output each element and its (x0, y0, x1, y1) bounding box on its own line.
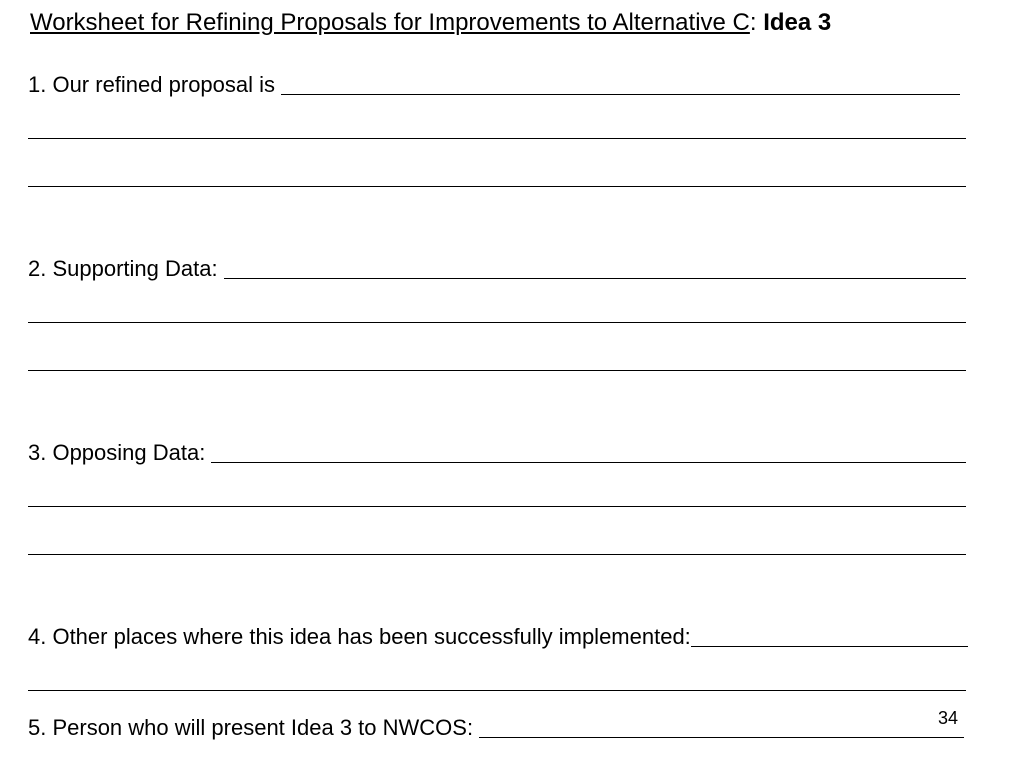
answer-1-line-1[interactable] (281, 94, 960, 95)
answer-3-line-2[interactable] (28, 506, 966, 507)
answer-4-line-1[interactable] (691, 646, 968, 647)
answer-3-row-2 (28, 482, 966, 510)
answer-1-line-3[interactable] (28, 186, 966, 187)
title-separator: : (749, 9, 764, 36)
answer-3-line-3[interactable] (28, 554, 966, 555)
question-1-row (28, 70, 966, 98)
answer-2-row-2 (28, 298, 966, 326)
answer-4-row-2 (28, 666, 966, 694)
answer-2-line-3[interactable] (28, 370, 966, 371)
page-title (30, 8, 990, 38)
question-5-label: 5. Person who will present Idea 3 to NWCOS: (28, 715, 474, 740)
question-3-label: 3. Opposing Data: (28, 440, 206, 465)
answer-1-line-2[interactable] (28, 138, 966, 139)
answer-2-line-1[interactable] (224, 278, 966, 279)
answer-2-row-3 (28, 346, 966, 374)
title-idea: Idea 3 (763, 9, 832, 36)
answer-3-line-1[interactable] (211, 462, 966, 463)
answer-2-line-2[interactable] (28, 322, 966, 323)
question-1-label: 1. Our refined proposal is (28, 72, 276, 97)
answer-1-row-2 (28, 114, 966, 142)
page-number: 34 (938, 708, 959, 728)
question-2-label: 2. Supporting Data: (28, 256, 218, 281)
answer-1-row-3 (28, 162, 966, 190)
question-4-label: 4. Other places where this idea has been successfully implemented: (28, 624, 691, 649)
question-4-row (28, 622, 968, 650)
question-5-row (28, 713, 966, 741)
answer-5-line-1[interactable] (479, 737, 964, 738)
answer-3-row-3 (28, 530, 966, 558)
question-3-row (28, 438, 966, 466)
title-main: Worksheet for Refining Proposals for Improvements to Alternative C (30, 9, 750, 36)
answer-4-line-2[interactable] (28, 690, 966, 691)
question-2-row (28, 254, 966, 282)
